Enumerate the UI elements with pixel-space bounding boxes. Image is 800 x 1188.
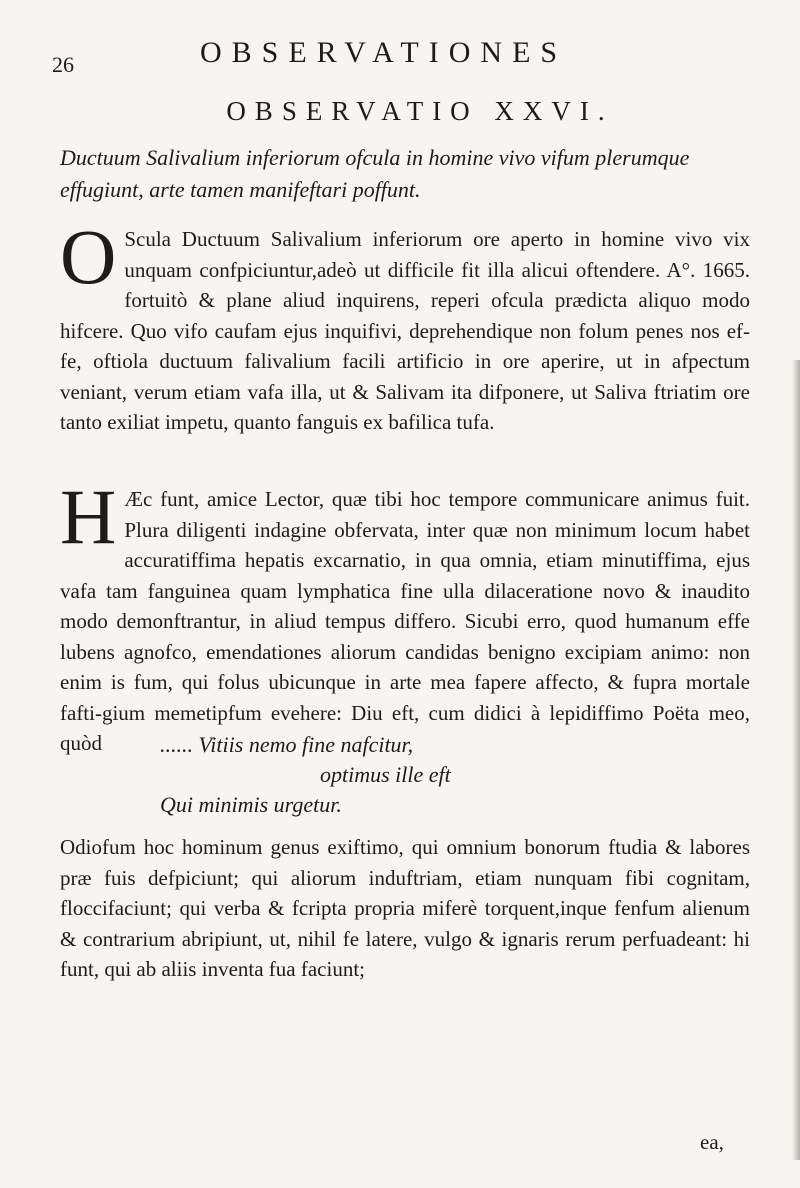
section-title: OBSERVATIO XXVI.: [226, 96, 614, 126]
verse-line-1: ...... Vitiis nemo fine nafcitur,: [160, 732, 414, 757]
paragraph-2: [60, 473, 750, 759]
verse-line-3: Qui minimis urgetur.: [160, 792, 342, 817]
drop-cap-initial: H: [60, 473, 117, 560]
verse-quote: [160, 730, 660, 820]
page-edge-shadow: [792, 360, 800, 1160]
paragraph-2-text: Æc funt, amice Lector, quæ tibi hoc tempore communicare animus fuit. Plura diligenti indagine obfervata, inter quæ non minimum locum habet accuratiffima hepatis excarnatio, in qua omnia, etiam minutiffima, ejus vafa tam fanguinea quam lymphatica fine ulla dilaceratione novo & inaudito modo demonftrantur, in aliud tempus differo. Sicubi erro, quod humanum effe lubens agnofco, emendationes aliorum candidas benigno excipiam animo: non enim is fum, qui folus ubicunque in arte mea fapere affecto, & fupra mortale fafti-gium memetipfum evehere: Diu eft, cum didici à lepidiffimo Poëta meo, quòd: [60, 487, 750, 755]
paragraph-1-text: Scula Ductuum Salivalium inferiorum ore aperto in homine vivo vix unquam confpiciuntur,adeò ut difficile fit illa alicui oftendere. A°. 1665. fortuitò & plane aliud inquirens, reperi ofcula prædicta aliquo modo hifcere. Quo vifo caufam ejus inquifivi, deprehendique non folum penes nos ef-fe, oftiola ductuum falivalium facili artificio in ore aperire, ut in afpectum veniant, verum etiam vafa illa, ut & Salivam ita difponere, ut Saliva ftriatim ore tanto exiliat impetu, quanto fanguis ex bafilica tufa.: [60, 227, 750, 434]
page-number: 26: [52, 52, 74, 77]
verse-line-2: optimus ille eft: [320, 762, 451, 787]
drop-cap-initial: O: [60, 213, 117, 300]
catchword: ea,: [700, 1130, 724, 1154]
paragraph-3: Odiofum hoc hominum genus exiftimo, qui omnium bonorum ftudia & labores præ fuis defpiciunt; qui aliorum induftriam, etiam nunquam fibi cognitam, floccifaciunt; qui verba & fcripta propria miferè torquent,inque fenfum alienum & contrarium abripiunt, ut, nihil fe latere, vulgo & ignaris rerum perfuadeant: hi funt, qui ab aliis inventa fua faciunt;: [60, 835, 750, 981]
paragraph-1: [60, 213, 750, 438]
running-head: OBSERVATIONES: [200, 36, 568, 69]
section-subtitle: Ductuum Salivalium inferiorum ofcula in homine vivo vifum plerumque effugiunt, arte tamen manifeftari poffunt.: [60, 145, 690, 202]
